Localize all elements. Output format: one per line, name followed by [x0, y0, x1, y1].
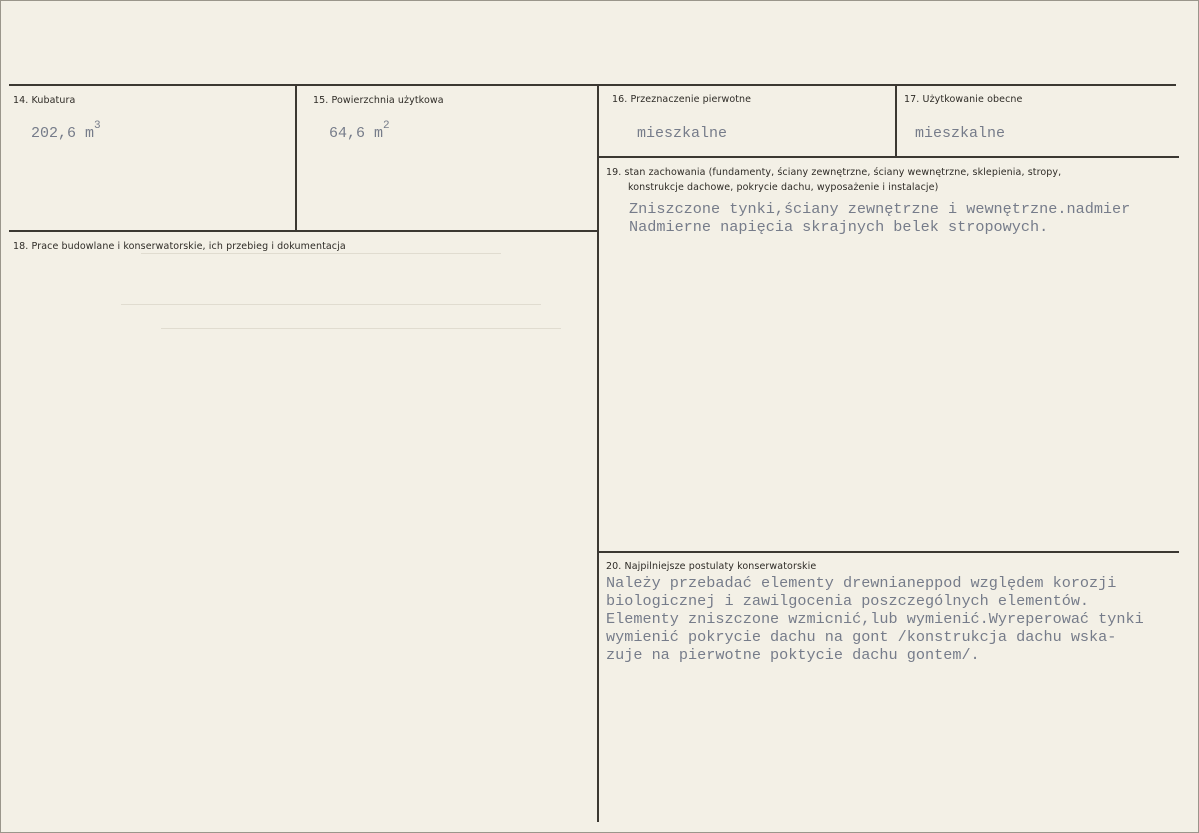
field-18-label: 18. Prace budowlane i konserwatorskie, ich przebieg i dokumentacja	[13, 241, 346, 252]
divider-left-right	[597, 86, 599, 822]
bleed-through-line	[161, 328, 561, 329]
field-16-value: mieszkalne	[637, 125, 728, 142]
field-15-value	[329, 120, 390, 142]
field-14-value	[31, 120, 101, 142]
field-16-label: 16. Przeznaczenie pierwotne	[612, 94, 752, 105]
field-17-value: mieszkalne	[915, 125, 1006, 142]
field-20-text-line: zuje na pierwotne poktycie dachu gontem/.	[606, 646, 980, 664]
divider-14-15	[295, 86, 297, 232]
field-20-text-line: biologicznej i zawilgocenia poszczególnych elementów.	[606, 592, 1090, 610]
field-19-text	[629, 200, 1130, 236]
field-19-label-line2: konstrukcje dachowe, pokrycie dachu, wyposażenie i instalacje)	[628, 182, 939, 193]
field-19-text-line: Zniszczone tynki,ściany zewnętrzne i wewnętrzne.nadmier	[629, 200, 1131, 218]
divider-row-16-19	[599, 156, 1179, 158]
field-15-label: 15. Powierzchnia użytkowa	[313, 95, 444, 106]
bleed-through-line	[121, 304, 541, 305]
top-divider	[9, 84, 1176, 86]
divider-row-14-18	[9, 230, 597, 232]
field-20-text-line: Należy przebadać elementy drewnianeppod względem korozji	[606, 574, 1117, 592]
field-14-label: 14. Kubatura	[13, 95, 76, 106]
field-15-unit-exponent: 2	[383, 120, 390, 132]
field-19-text-line: Nadmierne napięcia skrajnych belek stropowych.	[629, 218, 1049, 236]
field-14-value-text: 202,6 m	[31, 125, 95, 142]
field-19-label-line1: 19. stan zachowania (fundamenty, ściany zewnętrzne, ściany wewnętrzne, sklepienia, stropy,	[606, 167, 1062, 178]
field-20-text-line: wymienić pokrycie dachu na gont /konstrukcja dachu wska-	[606, 628, 1117, 646]
field-15-value-text: 64,6 m	[329, 125, 384, 142]
field-20-label: 20. Najpilniejsze postulaty konserwatorskie	[606, 561, 817, 572]
divider-16-17	[895, 86, 897, 157]
divider-row-19-20	[599, 551, 1179, 553]
field-14-unit-exponent: 3	[94, 120, 101, 132]
field-20-text-line: Elementy zniszczone wzmicnić,lub wymienić.Wyreperować tynki	[606, 610, 1144, 628]
field-20-text	[606, 574, 1144, 664]
field-17-label: 17. Użytkowanie obecne	[904, 94, 1023, 105]
